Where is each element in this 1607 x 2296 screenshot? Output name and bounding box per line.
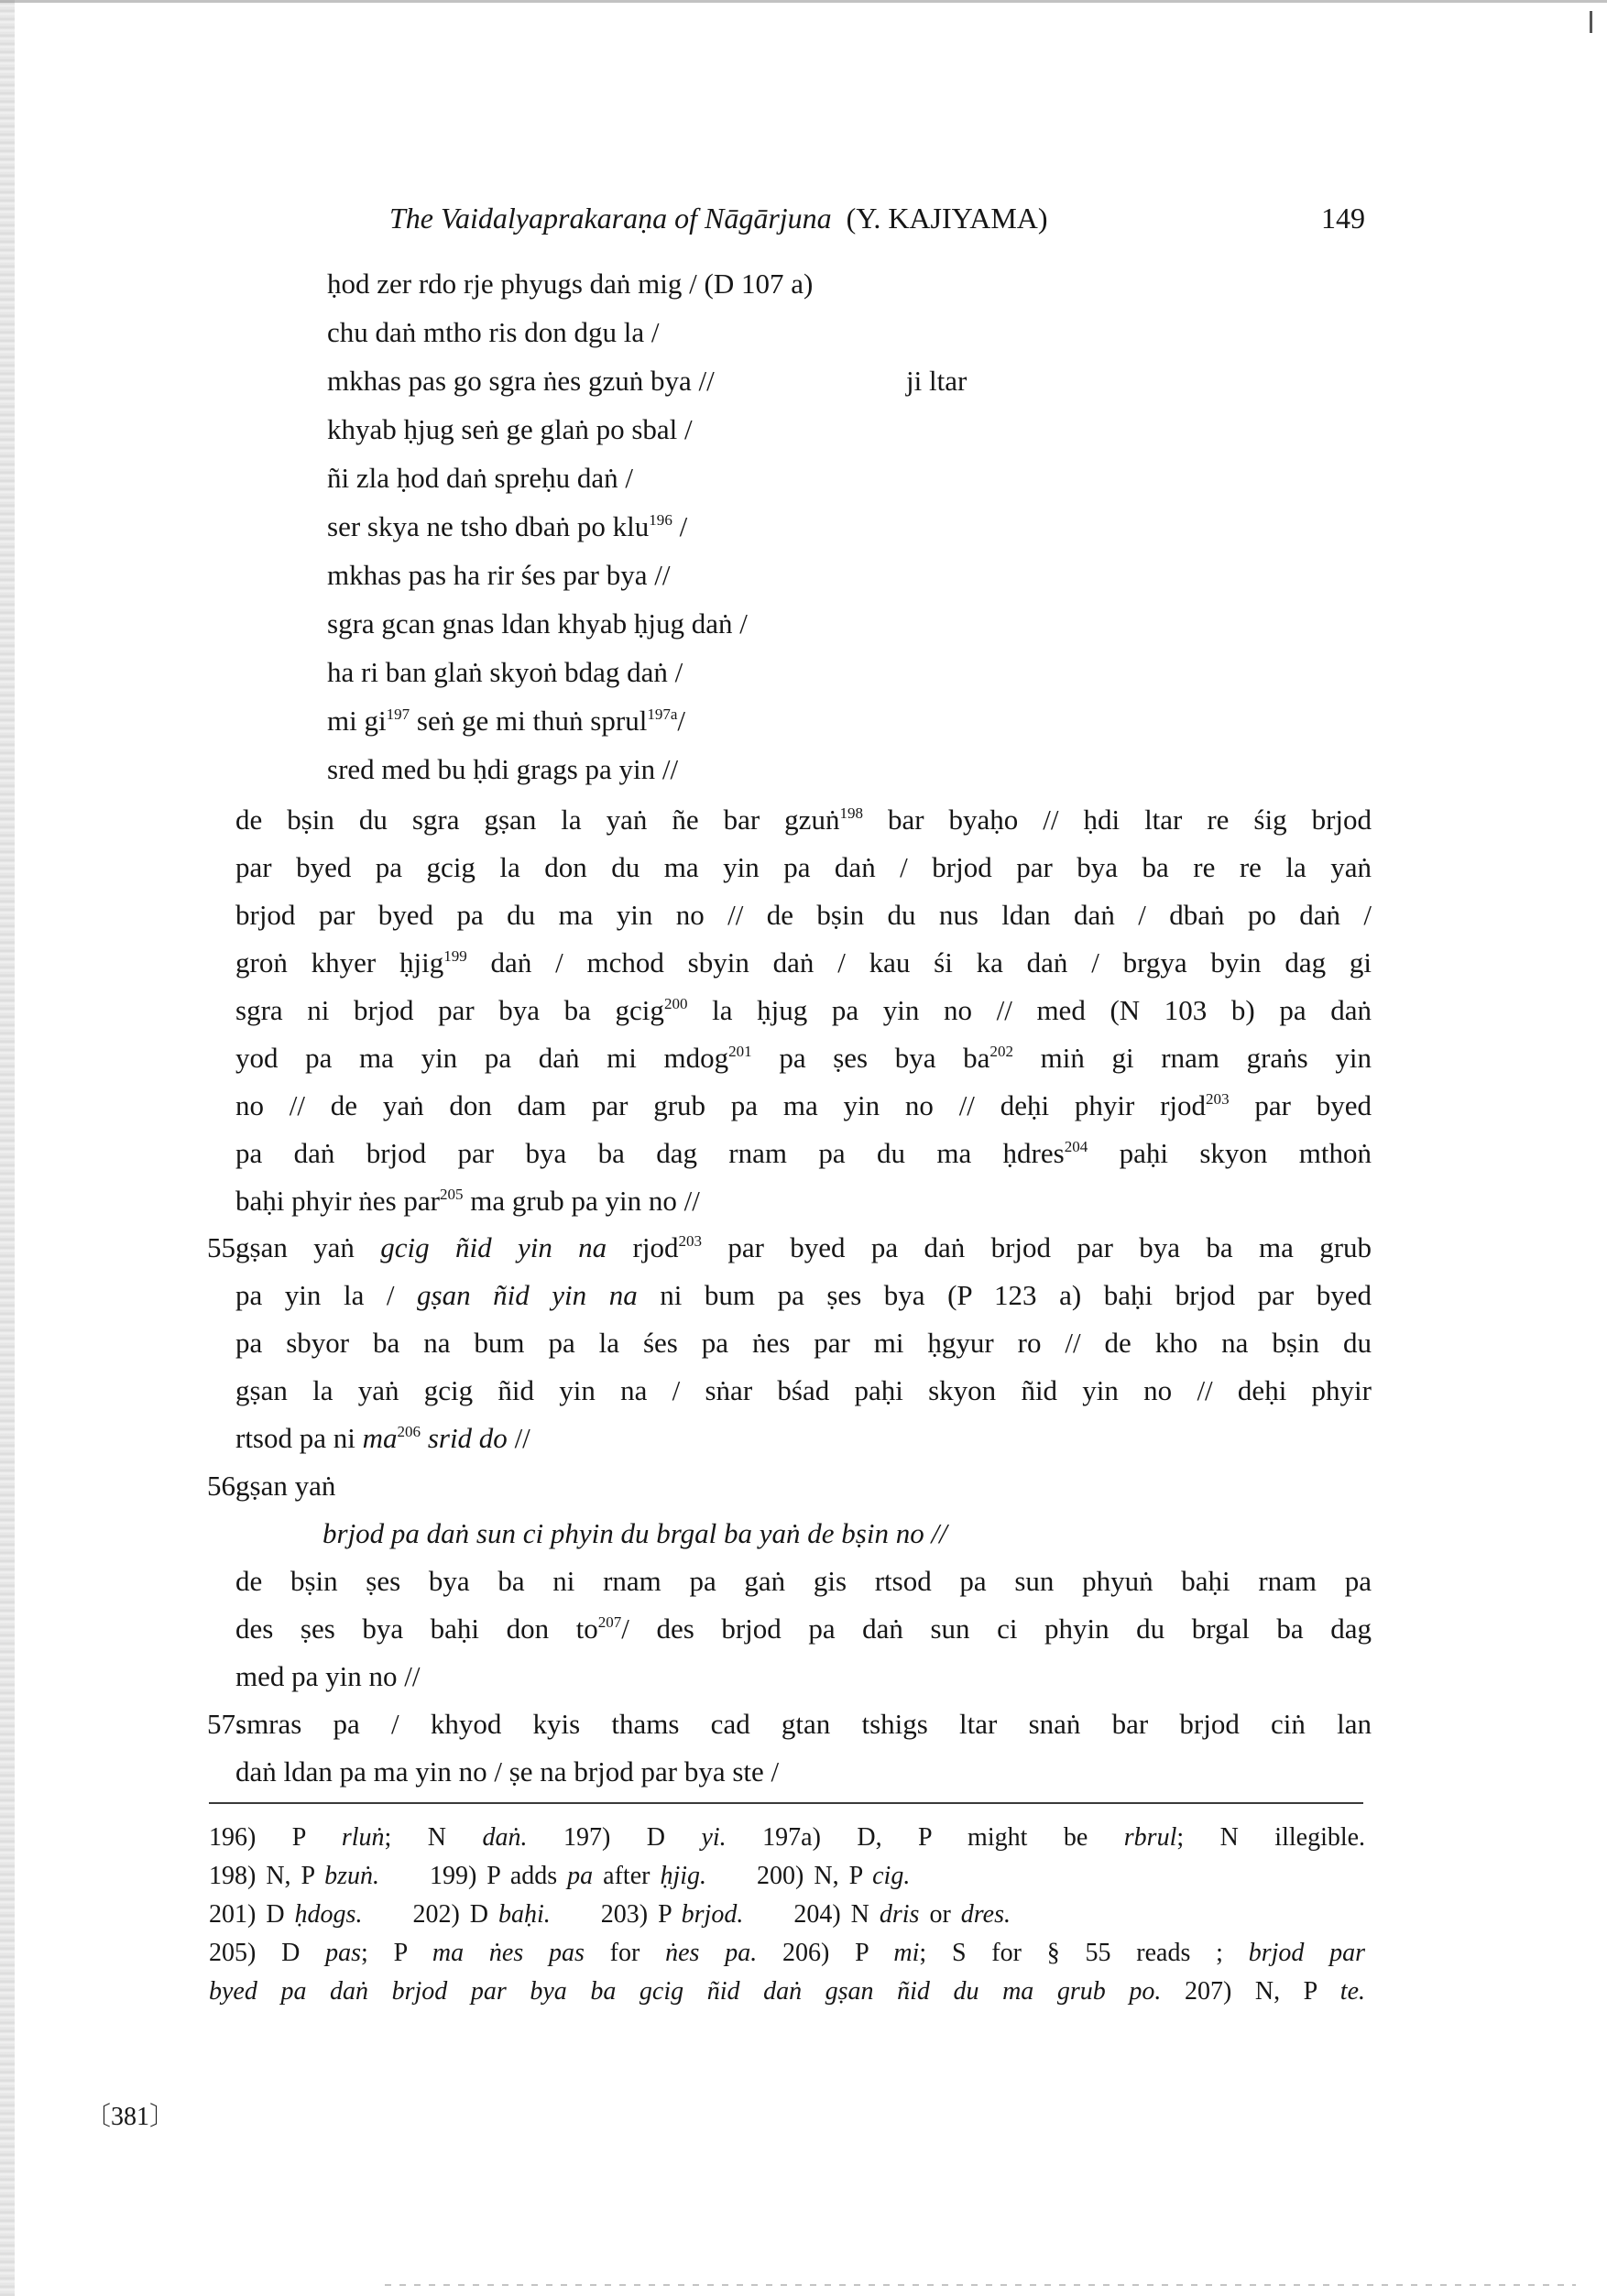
text-line: de bṣin ṣes bya ba ni rnam pa gaṅ gis rtsod pa sun phyuṅ baḥi rnam pa (235, 1565, 1372, 1597)
footnote-ref: 197a (647, 705, 678, 724)
verse-line: chu daṅ mtho ris don dgu la / (327, 316, 660, 348)
section-57 (207, 1700, 1372, 1796)
text-line: 57. smras pa / khyod kyis thams cad gtan tshigs ltar snaṅ bar brjod ciṅ lan (235, 1700, 1372, 1748)
text-line: daṅ ldan pa ma yin no / ṣe na brjod par bya ste / (235, 1755, 780, 1788)
text-line: 56. gṣan yaṅ (235, 1462, 1372, 1510)
text-line: rtsod pa ni $ma^{206}$ srid do // (235, 1422, 530, 1454)
text-line: de bṣin du sgra gṣan la yaṅ ñe bar gzuṅ$^{198}$ bar byaḥo // ḥdi ltar re śig brjod (235, 804, 1372, 836)
text-line: groṅ khyer ḥjig$^{199}$ daṅ / mchod sbyin daṅ / kau śi ka daṅ / brgya byin dag gi (235, 946, 1372, 979)
text-line: baḥi phyir ṅes par$^{205}$ ma grub pa yin no // (235, 1185, 700, 1217)
verse-line: khyab ḥjug seṅ ge glaṅ po sbal / (327, 413, 693, 445)
footnote-ref: 203 (1206, 1090, 1230, 1109)
running-head (389, 198, 1365, 238)
text-line: 55. gṣan yaṅ gcig ñid yin na rjod$^{203}$ par byed pa daṅ brjod par bya ba ma grub (235, 1224, 1372, 1272)
footnote-line: 196) P rluṅ; N daṅ. 197) D yi. 197a) D, P might be rbrul; N illegible. (209, 1823, 1366, 1852)
text-line: pa yin la / gṣan ñid yin na ni bum pa ṣes bya (P 123 a) baḥi brjod par byed (235, 1279, 1372, 1311)
verse-block (327, 259, 1152, 793)
section-56 (207, 1462, 1372, 1700)
footnote-line: 201) D ḥdogs. 202) D baḥi. 203) P brjod. 204) N dris or dres. (209, 1900, 1011, 1929)
running-head-author: (Y. KAJIYAMA) (846, 202, 1048, 235)
scan-bottom-edge (385, 2284, 1576, 2286)
scan-top-edge (0, 0, 1607, 3)
footnote-ref: 200 (663, 995, 688, 1013)
footnote-line: byed pa daṅ brjod par bya ba gcig ñid daṅ gṣan ñid du ma grub po. 207) N, P te. (209, 1977, 1366, 2006)
prose-paragraph (235, 796, 1372, 1225)
footnote-ref: 206 (397, 1423, 421, 1441)
verse-line: ha ri ban glaṅ skyoṅ bdag daṅ / (327, 656, 683, 688)
verse-line: sred med bu ḥdi grags pa yin // (327, 753, 679, 785)
text-line: brjod par byed pa du ma yin no // de bṣin du nus ldan daṅ / dbaṅ po daṅ / (235, 899, 1372, 931)
text-line: no // de yaṅ don dam par grub pa ma yin no // deḥi phyir rjod$^{203}$ par byed (235, 1089, 1372, 1121)
footnote-line: 198) N, P bzuṅ. 199) P adds pa after ḥjig. 200) N, P cig. (209, 1862, 911, 1890)
footnote-separator (209, 1802, 1363, 1804)
footnote-ref: 201 (728, 1043, 752, 1061)
plate-number: 〔381〕 (85, 2103, 176, 2131)
footnote-ref: 204 (1064, 1138, 1088, 1156)
footnote-ref: 205 (439, 1186, 464, 1204)
section-number: 56. (207, 1470, 243, 1502)
footnote-ref: 202 (989, 1043, 1013, 1061)
verse-line: mi $gi^{197}$ seṅ ge mi thuṅ sprul$^{197a}$/ (327, 705, 686, 737)
running-head-title: The Vaidalyaprakaraṇa of Nāgārjuna (389, 202, 832, 235)
text-line: sgra ni brjod par bya ba gcig$^{200}$ la ḥjug pa yin no // med (N 103 b) pa daṅ (235, 994, 1372, 1026)
footnotes (209, 1819, 1365, 2011)
verse-line: mkhas pas ha rir śes par bya // (327, 559, 671, 591)
verse-line: mkhas pas go sgra ṅes gzuṅ bya // ji ltar (327, 356, 1152, 405)
footnote-ref: 197 (386, 705, 410, 724)
footnote-ref: 207 (597, 1613, 622, 1632)
text-line: par byed pa gcig la don du ma yin pa daṅ / brjod par bya ba re re la yaṅ (235, 851, 1372, 883)
scan-mark (1590, 11, 1592, 33)
section-55 (207, 1224, 1372, 1462)
text-line: med pa yin no // (235, 1660, 421, 1692)
footnote-ref: 196 (649, 511, 672, 530)
text-line: pa daṅ brjod par bya ba dag rnam pa du ma ḥdres$^{204}$ paḥi skyon mthoṅ (235, 1137, 1372, 1169)
text-line: des ṣes bya baḥi don $to^{207}/$ des brjod pa daṅ sun ci phyin du brgal ba dag (235, 1613, 1372, 1645)
footnote-line: 205) D pas; P ma ṅes pas for ṅes pa. 206) P mi; S for § 55 reads ; brjod par (209, 1939, 1366, 1967)
text-line: gṣan la yaṅ gcig ñid yin na / sṅar bśad paḥi skyon ñid yin no // deḥi phyir (235, 1374, 1372, 1406)
footnote-ref: 199 (443, 947, 467, 966)
footnote-ref: 203 (678, 1232, 702, 1251)
verse-line: ñi zla ḥod daṅ spreḥu daṅ / (327, 462, 634, 494)
verse-line: sgra gcan gnas ldan khyab ḥjug daṅ / (327, 607, 748, 640)
verse-aside: ji ltar (906, 365, 967, 397)
section-number: 55. (207, 1231, 243, 1263)
verse-quote: brjod pa daṅ sun ci phyin du brgal ba yaṅ de bṣin no // (322, 1517, 947, 1549)
page-number: 149 (1321, 202, 1365, 235)
verse-line: ḥod zer rdo rje phyugs daṅ mig / (D 107 a) (327, 268, 814, 300)
verse-line: ser skya ne tsho dbaṅ po klu$^{196}$ / (327, 510, 688, 542)
scan-edge-shadow (0, 0, 15, 2296)
text-line: pa sbyor ba na bum pa la śes pa ṅes par mi ḥgyur ro // de kho na bṣin du (235, 1327, 1372, 1359)
text-line: yod pa ma yin pa daṅ mi mdog$^{201}$ pa ṣes bya $ba^{202}$ miṅ gi rnam graṅs yin (235, 1042, 1372, 1074)
footnote-ref: 198 (839, 804, 863, 823)
section-number: 57. (207, 1708, 243, 1740)
